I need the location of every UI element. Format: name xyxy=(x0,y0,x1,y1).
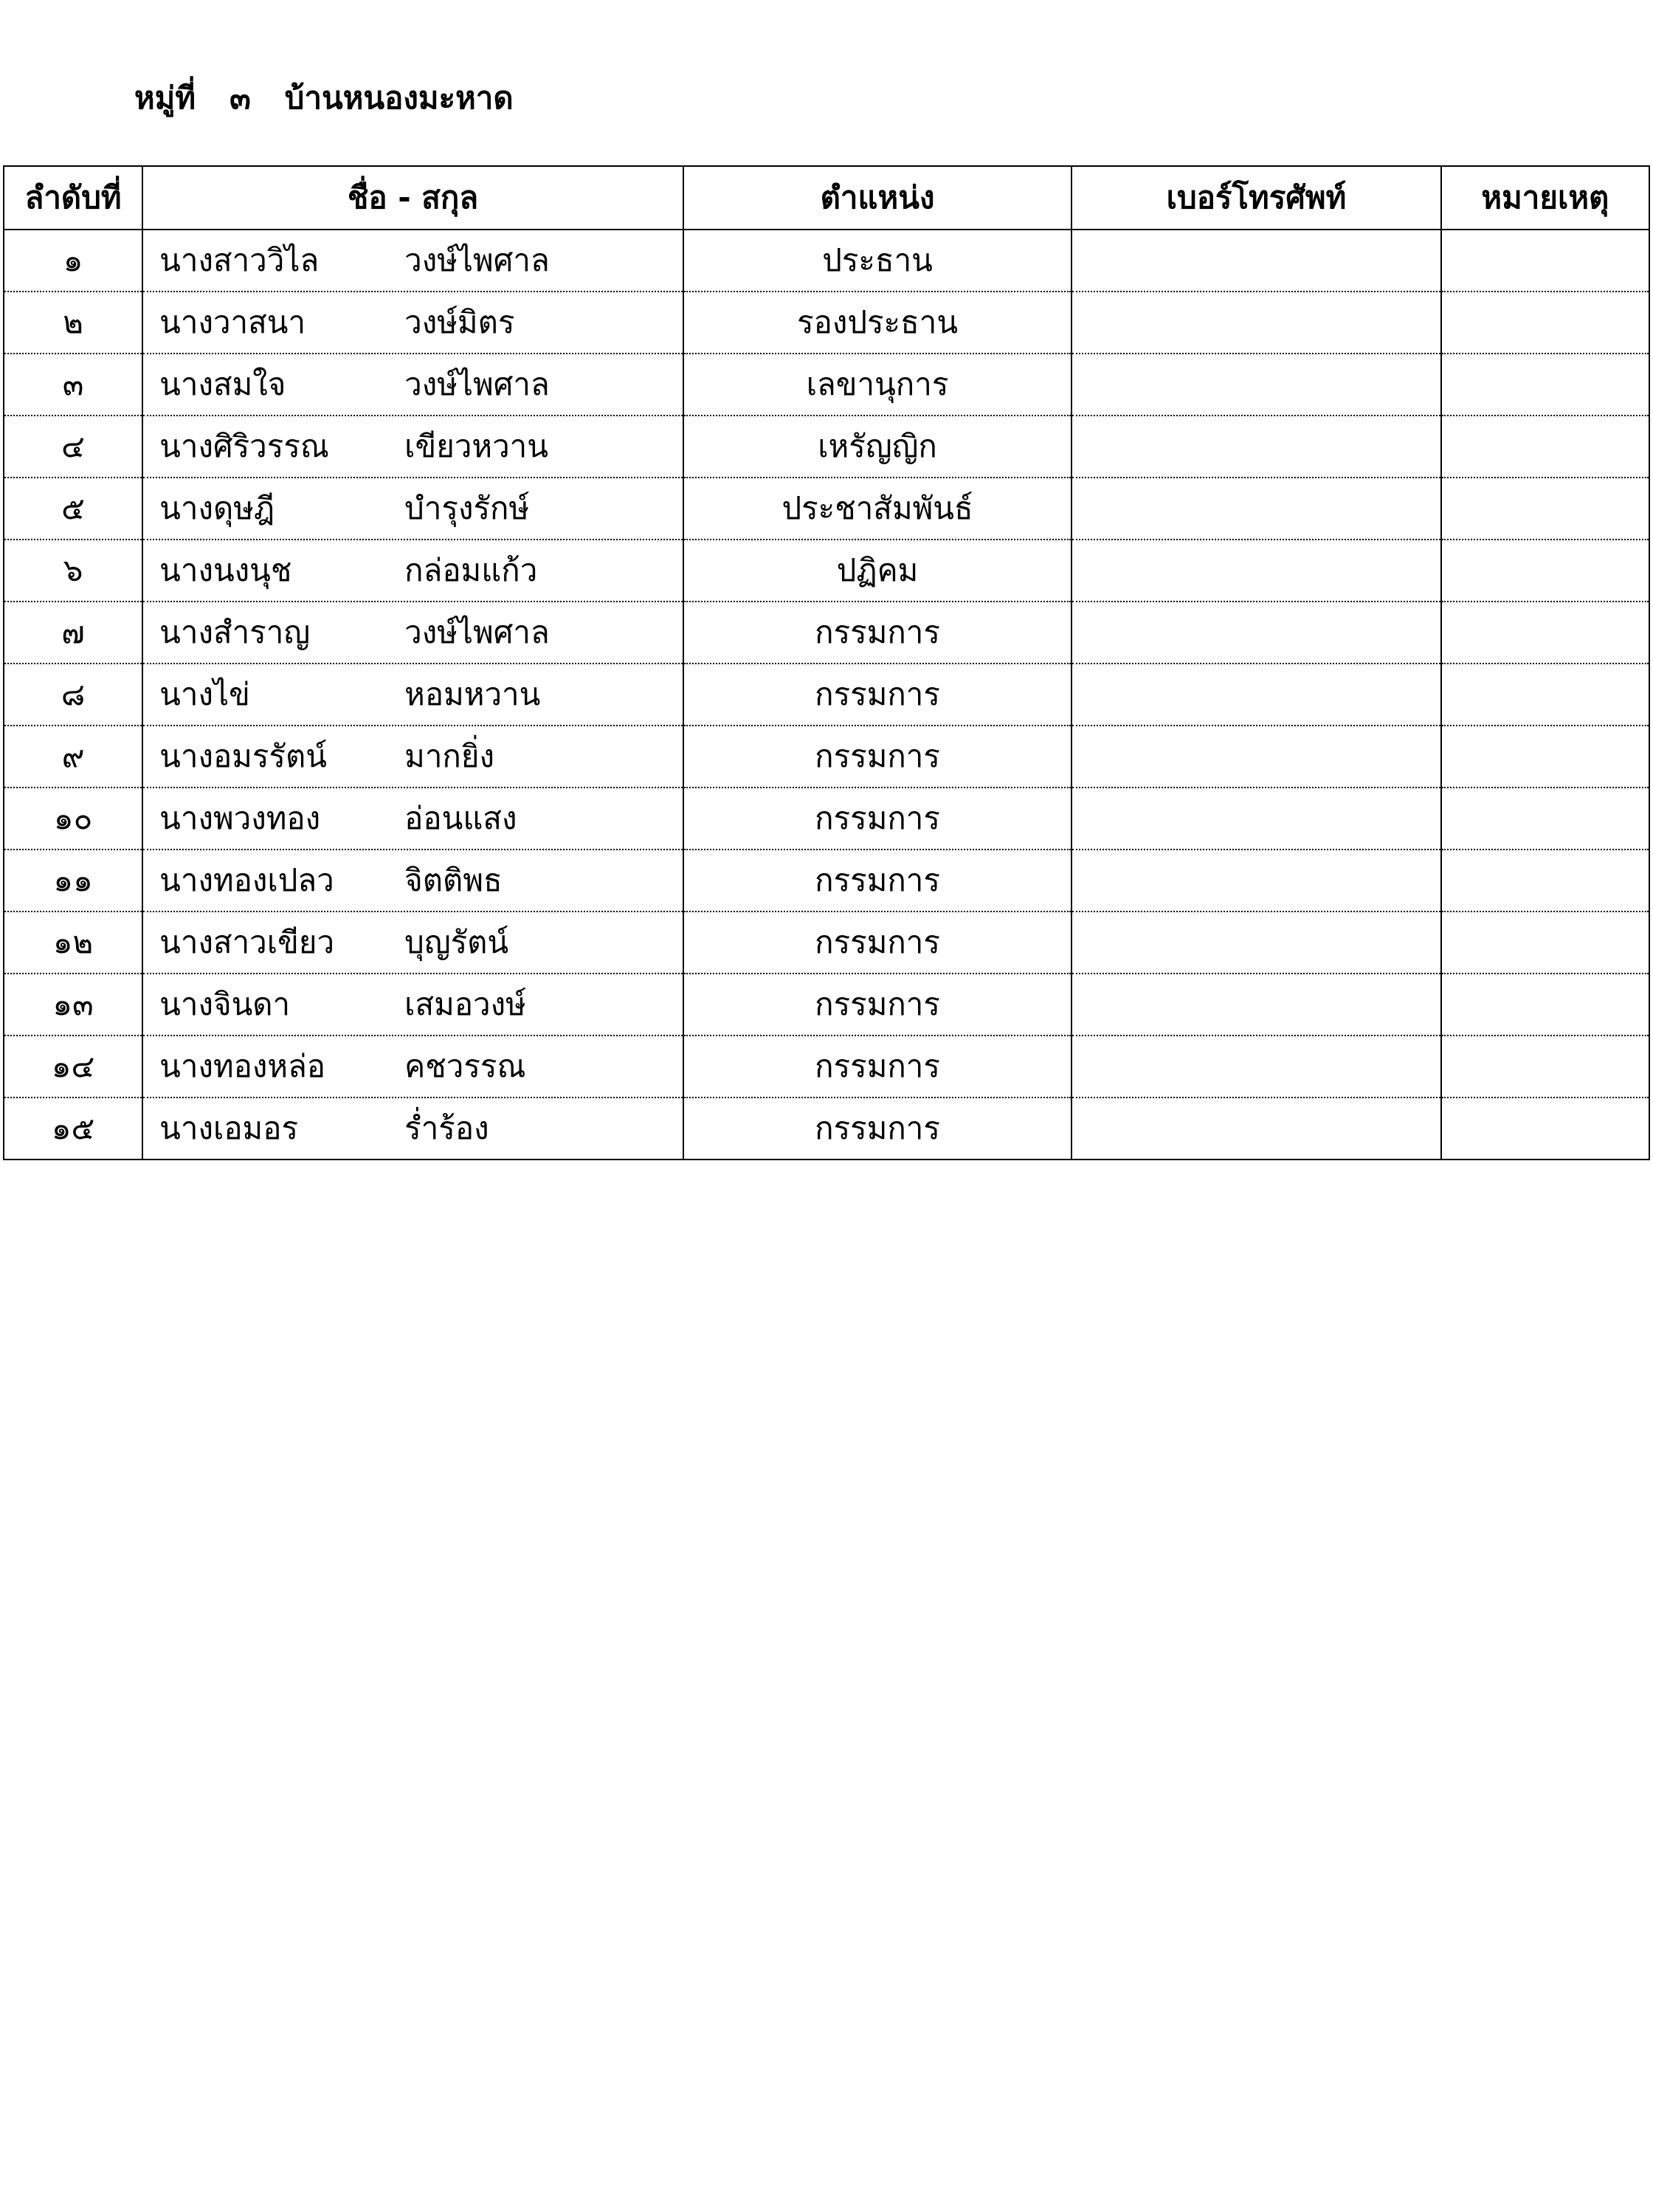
header-order: ลำดับที่ xyxy=(4,166,142,230)
member-name-cell xyxy=(142,664,683,726)
member-name-cell xyxy=(142,354,683,416)
committee-member-table xyxy=(3,165,1650,1160)
header-note: หมายเหตุ xyxy=(1441,166,1649,230)
member-name-cell xyxy=(142,974,683,1036)
member-position: รองประธาน xyxy=(683,292,1071,354)
table-row xyxy=(4,912,1649,974)
member-name-cell xyxy=(142,540,683,602)
header-phone: เบอร์โทรศัพท์ xyxy=(1071,166,1440,230)
member-name-cell xyxy=(142,726,683,788)
member-phone xyxy=(1071,912,1440,974)
member-last-name: วงษ์มิตร xyxy=(404,304,515,340)
member-first-name: นางดุษฎี xyxy=(159,490,275,526)
table-row xyxy=(4,788,1649,850)
member-position: เลขานุการ xyxy=(683,354,1071,416)
member-first-name: นางสำราญ xyxy=(159,614,311,650)
table-row xyxy=(4,1098,1649,1160)
member-position: ประธาน xyxy=(683,230,1071,292)
member-first-name: นางอมรรัตน์ xyxy=(159,738,327,774)
member-last-name: จิตติพธ xyxy=(404,862,503,898)
member-name-cell xyxy=(142,850,683,912)
row-number: ๕ xyxy=(4,478,142,540)
village-number: ๓ xyxy=(230,80,251,116)
member-first-name: นางวาสนา xyxy=(159,304,306,340)
table-row xyxy=(4,974,1649,1036)
member-last-name: อ่อนแสง xyxy=(404,800,517,836)
member-last-name: คชวรรณ xyxy=(404,1048,526,1084)
member-phone xyxy=(1071,788,1440,850)
member-phone xyxy=(1071,974,1440,1036)
table-row xyxy=(4,850,1649,912)
member-position: กรรมการ xyxy=(683,664,1071,726)
member-note xyxy=(1441,230,1649,292)
member-phone xyxy=(1071,850,1440,912)
member-position: ประชาสัมพันธ์ xyxy=(683,478,1071,540)
member-phone xyxy=(1071,1098,1440,1160)
member-first-name: นางทองเปลว xyxy=(159,862,334,898)
member-first-name: นางนงนุช xyxy=(159,552,292,588)
header-position: ตำแหน่ง xyxy=(683,166,1071,230)
member-phone xyxy=(1071,478,1440,540)
member-phone xyxy=(1071,354,1440,416)
row-number: ๑๑ xyxy=(4,850,142,912)
member-last-name: กล่อมแก้ว xyxy=(404,552,538,588)
member-first-name: นางพวงทอง xyxy=(159,800,321,836)
row-number: ๔ xyxy=(4,416,142,478)
member-first-name: นางเอมอร xyxy=(159,1110,299,1146)
table-row xyxy=(4,664,1649,726)
table-row xyxy=(4,354,1649,416)
member-position: กรรมการ xyxy=(683,1098,1071,1160)
member-phone xyxy=(1071,1036,1440,1098)
member-last-name: วงษ์ไพศาล xyxy=(404,614,550,650)
member-first-name: นางทองหล่อ xyxy=(159,1048,326,1084)
member-phone xyxy=(1071,602,1440,664)
member-first-name: นางจินดา xyxy=(159,986,291,1022)
member-position: กรรมการ xyxy=(683,602,1071,664)
member-note xyxy=(1441,416,1649,478)
member-name-cell xyxy=(142,1098,683,1160)
member-note xyxy=(1441,1036,1649,1098)
member-phone xyxy=(1071,416,1440,478)
table-body xyxy=(4,230,1649,1160)
member-last-name: บุญรัตน์ xyxy=(404,924,509,960)
row-number: ๙ xyxy=(4,726,142,788)
member-last-name: วงษ์ไพศาล xyxy=(404,366,550,402)
member-name-cell xyxy=(142,416,683,478)
page-heading xyxy=(134,74,514,123)
member-name-cell xyxy=(142,912,683,974)
member-name-cell xyxy=(142,1036,683,1098)
row-number: ๖ xyxy=(4,540,142,602)
row-number: ๘ xyxy=(4,664,142,726)
member-note xyxy=(1441,974,1649,1036)
member-phone xyxy=(1071,726,1440,788)
member-note xyxy=(1441,602,1649,664)
table-row xyxy=(4,230,1649,292)
member-phone xyxy=(1071,292,1440,354)
member-note xyxy=(1441,540,1649,602)
member-note xyxy=(1441,788,1649,850)
village-label: หมู่ที่ xyxy=(134,80,196,116)
member-first-name: นางสาวเขียว xyxy=(159,924,335,960)
member-name-cell xyxy=(142,230,683,292)
member-position: กรรมการ xyxy=(683,726,1071,788)
member-last-name: เขียวหวาน xyxy=(404,428,548,464)
row-number: ๗ xyxy=(4,602,142,664)
village-name: บ้านหนองมะหาด xyxy=(284,80,514,116)
member-position: กรรมการ xyxy=(683,850,1071,912)
table-row xyxy=(4,292,1649,354)
member-last-name: หอมหวาน xyxy=(404,676,541,712)
member-note xyxy=(1441,292,1649,354)
member-note xyxy=(1441,850,1649,912)
row-number: ๑๓ xyxy=(4,974,142,1036)
member-position: เหรัญญิก xyxy=(683,416,1071,478)
row-number: ๑๕ xyxy=(4,1098,142,1160)
row-number: ๑๒ xyxy=(4,912,142,974)
member-phone xyxy=(1071,540,1440,602)
member-name-cell xyxy=(142,478,683,540)
member-position: กรรมการ xyxy=(683,1036,1071,1098)
member-first-name: นางสาววิไล xyxy=(159,242,320,278)
member-last-name: ร่ำร้อง xyxy=(404,1110,489,1146)
member-note xyxy=(1441,912,1649,974)
table-row xyxy=(4,602,1649,664)
member-phone xyxy=(1071,230,1440,292)
table-row xyxy=(4,478,1649,540)
member-name-cell xyxy=(142,788,683,850)
table-row xyxy=(4,1036,1649,1098)
member-note xyxy=(1441,664,1649,726)
member-last-name: วงษ์ไพศาล xyxy=(404,242,550,278)
row-number: ๒ xyxy=(4,292,142,354)
member-phone xyxy=(1071,664,1440,726)
member-name-cell xyxy=(142,602,683,664)
member-last-name: มากยิ่ง xyxy=(404,738,494,774)
row-number: ๑๔ xyxy=(4,1036,142,1098)
header-name: ชื่อ - สกุล xyxy=(142,166,683,230)
member-note xyxy=(1441,726,1649,788)
member-position: กรรมการ xyxy=(683,974,1071,1036)
member-name-cell xyxy=(142,292,683,354)
member-first-name: นางไข่ xyxy=(159,676,250,712)
member-first-name: นางศิริวรรณ xyxy=(159,428,329,464)
table-row xyxy=(4,540,1649,602)
member-position: ปฏิคม xyxy=(683,540,1071,602)
row-number: ๓ xyxy=(4,354,142,416)
member-note xyxy=(1441,478,1649,540)
member-note xyxy=(1441,1098,1649,1160)
row-number: ๑ xyxy=(4,230,142,292)
member-last-name: เสมอวงษ์ xyxy=(404,986,526,1022)
member-position: กรรมการ xyxy=(683,788,1071,850)
table-row xyxy=(4,416,1649,478)
member-position: กรรมการ xyxy=(683,912,1071,974)
member-note xyxy=(1441,354,1649,416)
table-header-row xyxy=(4,166,1649,230)
row-number: ๑๐ xyxy=(4,788,142,850)
table-row xyxy=(4,726,1649,788)
member-first-name: นางสมใจ xyxy=(159,366,286,402)
member-last-name: บำรุงรักษ์ xyxy=(404,490,530,526)
